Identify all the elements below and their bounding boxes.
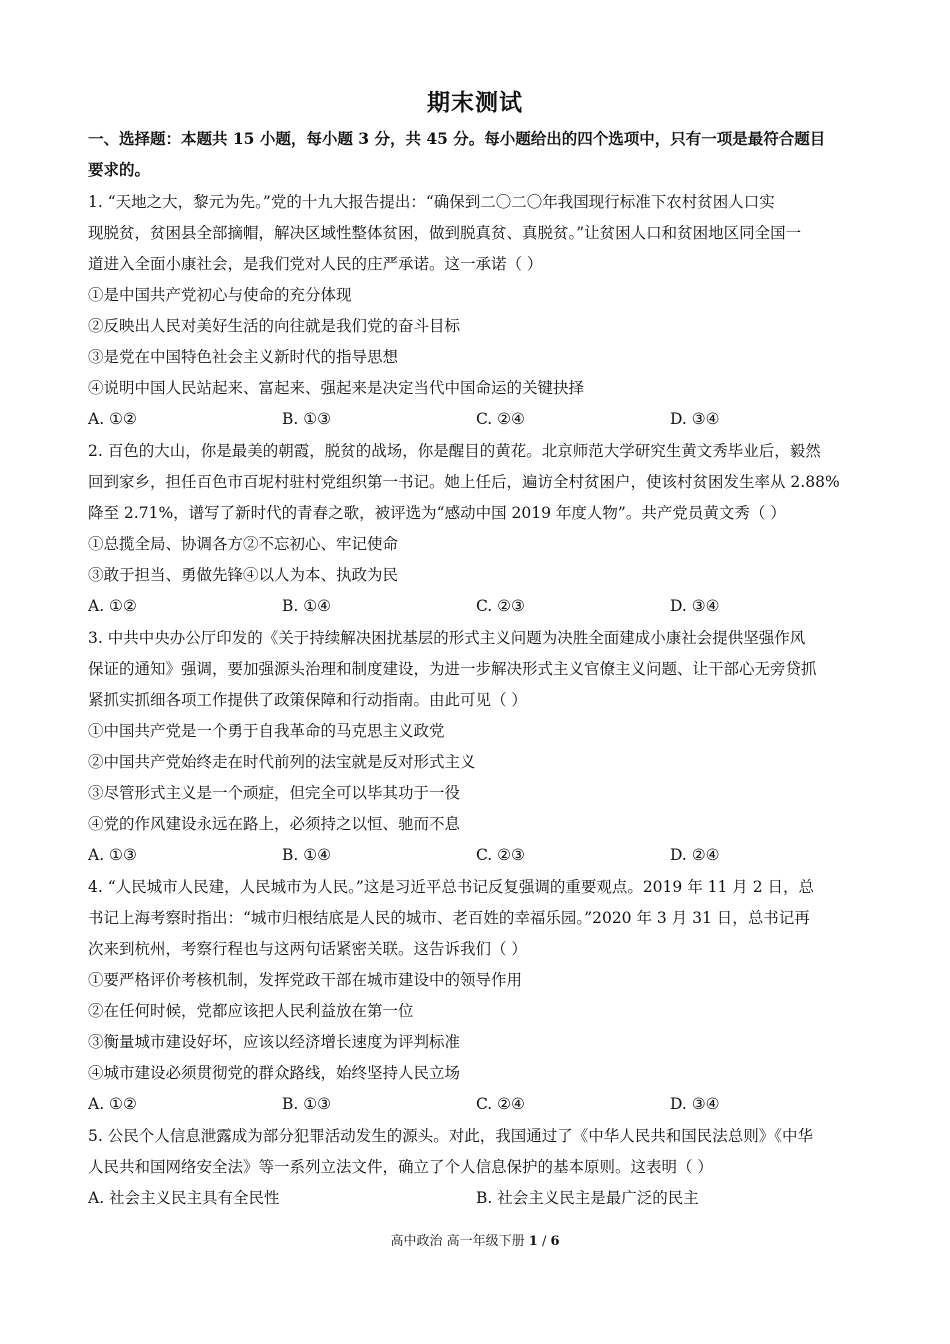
q4-item-2: ②在任何时候，党都应该把人民利益放在第一位	[88, 1002, 414, 1020]
q3-option-b: B. ①④	[282, 846, 332, 864]
q3-option-c: C. ②③	[476, 846, 525, 864]
q2-item-1: ①总揽全局、协调各方②不忘初心、牢记使命	[88, 535, 399, 553]
q2-stem-line-2: 回到家乡，担任百色市百坭村驻村党组织第一书记。她上任后，遍访全村贫困户，使该村贫困发生率从 2.88%	[88, 473, 840, 491]
q3-item-4: ④党的作风建设永远在路上，必须持之以恒、驰而不息	[88, 815, 461, 833]
q4-option-a: A. ①②	[88, 1095, 137, 1113]
q4-stem-line-3: 次来到杭州，考察行程也与这两句话紧密关联。这告诉我们（ ）	[88, 940, 527, 958]
q1-option-c: C. ②④	[476, 410, 525, 428]
q5-stem-line-2: 人民共和国网络安全法》等一系列立法文件，确立了个人信息保护的基本原则。这表明（ ）	[88, 1158, 713, 1176]
q1-stem-line-1: 1. “天地之大，黎元为先。”党的十九大报告提出：“确保到二〇二〇年我国现行标准下农村贫困人口实	[88, 193, 775, 211]
q4-option-b: B. ①③	[282, 1095, 332, 1113]
q1-option-a: A. ①②	[88, 410, 137, 428]
q5-option-a: A. 社会主义民主具有全民性	[88, 1189, 280, 1207]
page-footer	[0, 1230, 950, 1249]
q1-option-b: B. ①③	[282, 410, 332, 428]
footer-page-total: 6	[550, 1234, 560, 1249]
q1-item-1: ①是中国共产党初心与使命的充分体现	[88, 286, 352, 304]
q1-option-d: D. ③④	[670, 410, 720, 428]
q1-item-4: ④说明中国人民站起来、富起来、强起来是决定当代中国命运的关键抉择	[88, 379, 585, 397]
q3-option-a: A. ①③	[88, 846, 137, 864]
q2-stem-line-3: 降至 2.71%，谱写了新时代的青春之歌，被评选为“感动中国 2019 年度人物”。共产党员黄文秀（ ）	[88, 504, 786, 522]
q2-item-2: ③敢于担当、勇做先锋④以人为本、执政为民	[88, 566, 399, 584]
page-title: 期末测试	[427, 89, 523, 116]
q4-item-4: ④城市建设必须贯彻党的群众路线，始终坚持人民立场	[88, 1064, 461, 1082]
q3-stem-line-1: 3. 中共中央办公厅印发的《关于持续解决困扰基层的形式主义问题为决胜全面建成小康社会提供坚强作风	[88, 629, 806, 647]
section-heading-line-2: 要求的。	[88, 160, 151, 179]
q3-item-1: ①中国共产党是一个勇于自我革命的马克思主义政党	[88, 722, 445, 740]
q2-option-a: A. ①②	[88, 597, 137, 615]
q3-option-d: D. ②④	[670, 846, 720, 864]
section-heading-line-1: 一、选择题：本题共 15 小题，每小题 3 分，共 45 分。每小题给出的四个选项中，只有一项是最符合题目	[88, 129, 826, 148]
q4-option-d: D. ③④	[670, 1095, 720, 1113]
q4-stem-line-1: 4. “人民城市人民建，人民城市为人民。”这是习近平总书记反复强调的重要观点。2019 年 11 月 2 日，总	[88, 878, 814, 896]
q3-stem-line-2: 保证的通知》强调，要加强源头治理和制度建设，为进一步解决形式主义官僚主义问题、让干部心无旁贷抓	[88, 660, 817, 678]
q4-item-1: ①要严格评价考核机制，发挥党政干部在城市建设中的领导作用	[88, 971, 523, 989]
footer-separator: /	[541, 1234, 547, 1249]
q3-item-2: ②中国共产党始终走在时代前列的法宝就是反对形式主义	[88, 753, 476, 771]
q4-item-3: ③衡量城市建设好坏，应该以经济增长速度为评判标准	[88, 1033, 461, 1051]
q3-item-3: ③尽管形式主义是一个顽症，但完全可以毕其功于一役	[88, 784, 461, 802]
q4-option-c: C. ②④	[476, 1095, 525, 1113]
q1-item-2: ②反映出人民对美好生活的向往就是我们党的奋斗目标	[88, 317, 461, 335]
q2-option-d: D. ③④	[670, 597, 720, 615]
q1-stem-line-2: 现脱贫，贫困县全部摘帽，解决区域性整体贫困，做到脱真贫、真脱贫。”让贫困人口和贫困地区同全国一	[88, 224, 802, 242]
q5-stem-line-1: 5. 公民个人信息泄露成为部分犯罪活动发生的源头。对此，我国通过了《中华人民共和国民法总则》《中华	[88, 1127, 813, 1145]
footer-label: 高中政治 高一年级下册	[390, 1234, 525, 1249]
q2-option-b: B. ①④	[282, 597, 332, 615]
q1-item-3: ③是党在中国特色社会主义新时代的指导思想	[88, 348, 399, 366]
q2-stem-line-1: 2. 百色的大山，你是最美的朝霞，脱贫的战场，你是醒目的黄花。北京师范大学研究生黄文秀毕业后，毅然	[88, 442, 821, 460]
q5-option-b: B. 社会主义民主是最广泛的民主	[476, 1189, 699, 1207]
q1-stem-line-3: 道进入全面小康社会，是我们党对人民的庄严承诺。这一承诺（ ）	[88, 255, 543, 273]
q4-stem-line-2: 书记上海考察时指出：“城市归根结底是人民的城市、老百姓的幸福乐园。”2020 年 3 月 31 日，总书记再	[88, 909, 810, 927]
footer-page-number: 1	[528, 1234, 538, 1249]
q2-option-c: C. ②③	[476, 597, 525, 615]
q3-stem-line-3: 紧抓实抓细各项工作提供了政策保障和行动指南。由此可见（ ）	[88, 691, 527, 709]
